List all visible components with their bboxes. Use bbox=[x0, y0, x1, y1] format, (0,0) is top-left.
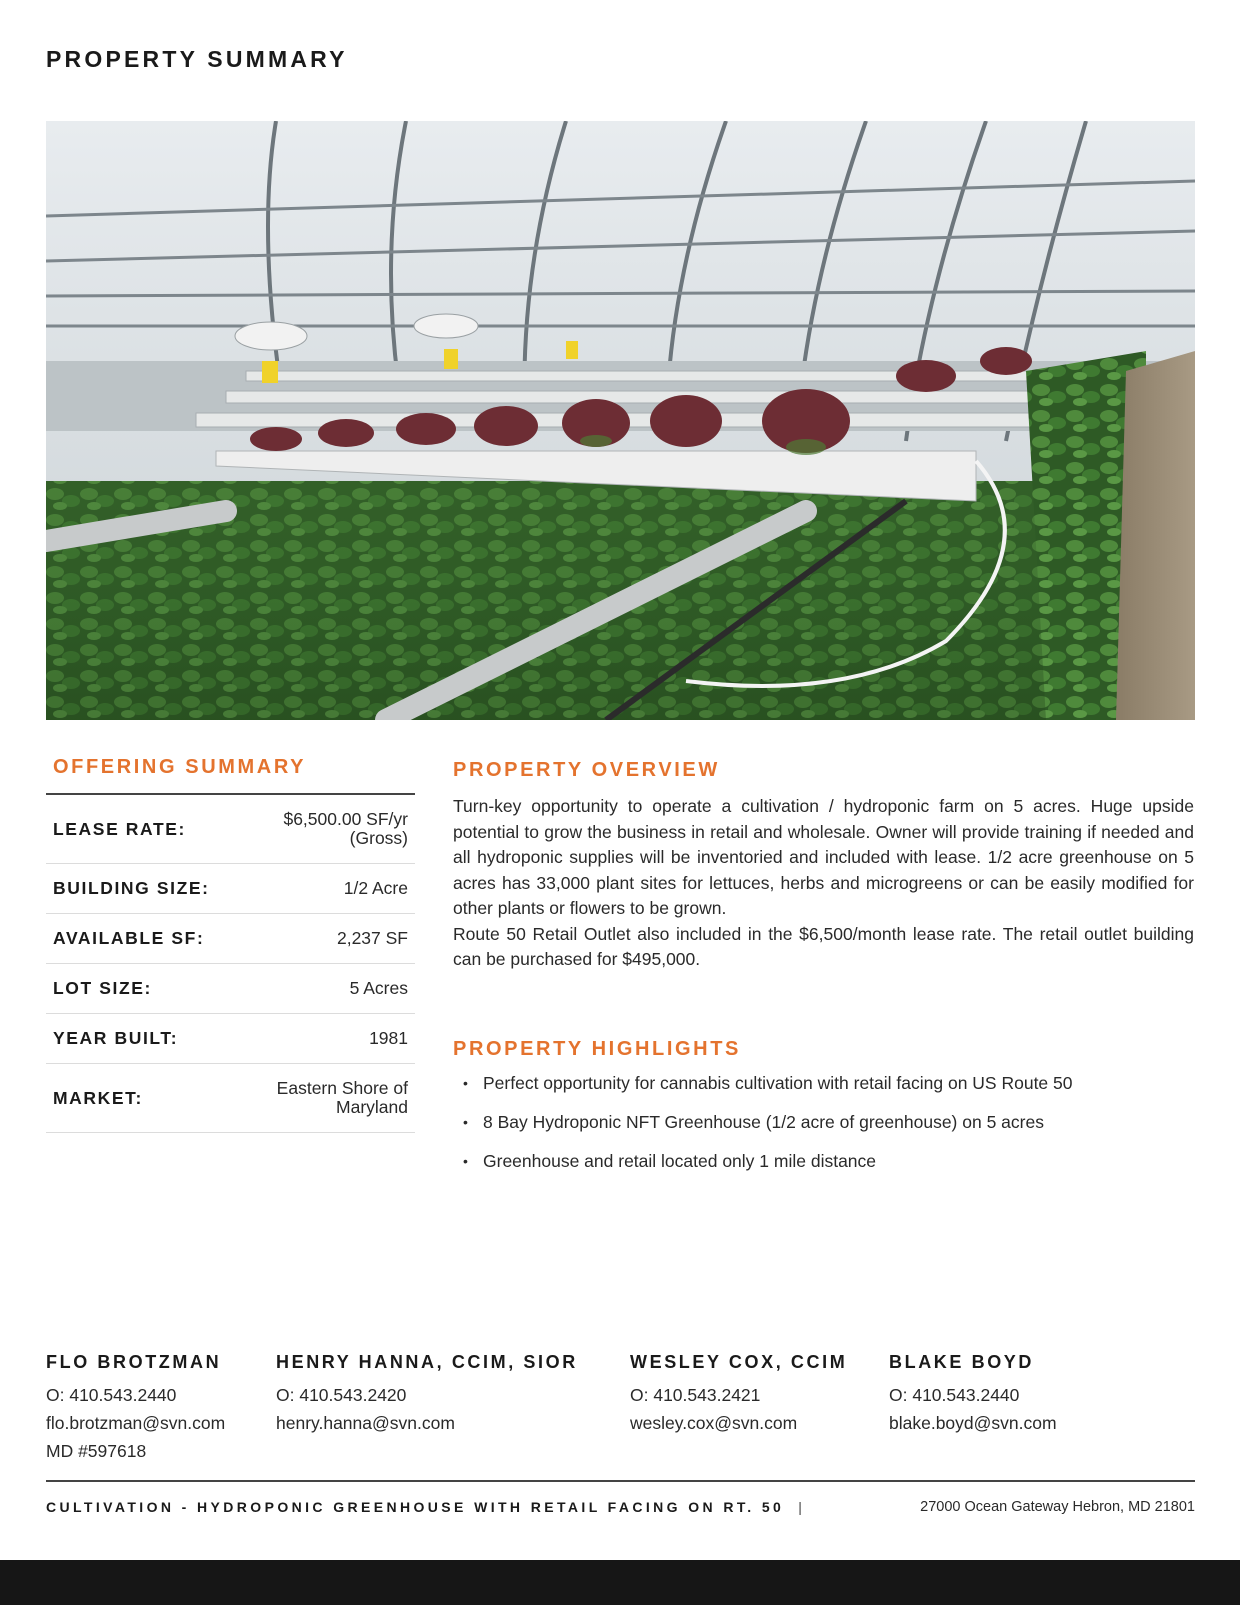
offer-label: YEAR BUILT: bbox=[53, 1028, 179, 1048]
offer-value-line: (Gross) bbox=[349, 828, 408, 848]
offer-row-available-sf bbox=[46, 914, 415, 964]
list-item bbox=[453, 1110, 1213, 1149]
contact-flo-brotzman bbox=[46, 1352, 225, 1465]
contact-phone[interactable]: O: 410.543.2420 bbox=[276, 1385, 407, 1405]
list-item bbox=[453, 1149, 1213, 1188]
overview-paragraph: Route 50 Retail Outlet also included in the $6,500/month lease rate. The retail outlet building can be purchased for $495,000. bbox=[453, 923, 1194, 969]
property-highlights-heading: PROPERTY HIGHLIGHTS bbox=[453, 1038, 741, 1060]
highlight-text: 8 Bay Hydroponic NFT Greenhouse (1/2 acre of greenhouse) on 5 acres bbox=[483, 1112, 1044, 1132]
bullet-icon: • bbox=[463, 1153, 468, 1169]
offer-value-line: Maryland bbox=[336, 1097, 408, 1117]
footer-separator: | bbox=[798, 1499, 802, 1515]
property-overview-heading: PROPERTY OVERVIEW bbox=[453, 759, 720, 781]
list-item bbox=[453, 1071, 1213, 1110]
greenhouse-photo bbox=[46, 121, 1195, 720]
offer-value-line: $6,500.00 SF/yr bbox=[283, 809, 408, 829]
contact-email[interactable]: blake.boyd@svn.com bbox=[889, 1413, 1057, 1433]
footer-divider bbox=[46, 1480, 1195, 1482]
contact-email[interactable]: henry.hanna@svn.com bbox=[276, 1413, 455, 1433]
offer-value-line: Eastern Shore of bbox=[276, 1078, 408, 1098]
contact-wesley-cox bbox=[630, 1352, 847, 1437]
offer-label: LEASE RATE: bbox=[53, 818, 186, 839]
offer-value: 1/2 Acre bbox=[343, 878, 408, 898]
offer-label: AVAILABLE SF: bbox=[53, 928, 205, 948]
offer-row-market bbox=[46, 1064, 415, 1133]
contact-name: FLO BROTZMAN bbox=[46, 1352, 222, 1372]
contact-name: BLAKE BOYD bbox=[889, 1352, 1035, 1372]
offer-value bbox=[283, 810, 408, 848]
contact-email[interactable]: flo.brotzman@svn.com bbox=[46, 1413, 226, 1433]
contact-license: MD #597618 bbox=[46, 1441, 147, 1461]
offer-row-lease-rate bbox=[46, 795, 415, 864]
contact-phone[interactable]: O: 410.543.2440 bbox=[889, 1385, 1020, 1405]
contact-name: HENRY HANNA, CCIM, SIOR bbox=[276, 1352, 578, 1372]
footer-left bbox=[46, 1499, 816, 1515]
offer-label: MARKET: bbox=[53, 1087, 143, 1108]
contact-name: WESLEY COX, CCIM bbox=[630, 1352, 848, 1372]
offer-label: BUILDING SIZE: bbox=[53, 878, 210, 898]
offering-summary-heading: OFFERING SUMMARY bbox=[53, 756, 307, 778]
contact-blake-boyd bbox=[889, 1352, 1057, 1437]
bullet-icon: • bbox=[463, 1075, 468, 1091]
footer-title: CULTIVATION - HYDROPONIC GREENHOUSE WITH RETAIL FACING ON RT. 50 bbox=[46, 1499, 785, 1515]
offer-row-year-built bbox=[46, 1014, 415, 1064]
page-title: PROPERTY SUMMARY bbox=[46, 46, 348, 72]
offer-value bbox=[277, 1079, 408, 1117]
bullet-icon: • bbox=[463, 1114, 468, 1130]
offer-row-lot-size bbox=[46, 964, 415, 1014]
overview-paragraph: Turn-key opportunity to operate a cultivation / hydroponic farm on 5 acres. Huge upside potential to grow the business in retail and wholesale. Owner will provide training if needed and all hydroponic supplies will be inventoried and included with lease. 1/2 acre greenhouse on 5 acres has 33,000 plant sites for lettuces, herbs and microgreens or can be easily modified for other plants or flowers to be grown. bbox=[453, 796, 1194, 918]
offer-label: LOT SIZE: bbox=[53, 978, 152, 998]
contact-email[interactable]: wesley.cox@svn.com bbox=[630, 1413, 798, 1433]
offer-row-building-size bbox=[46, 864, 415, 914]
footer-address: 27000 Ocean Gateway Hebron, MD 21801 bbox=[920, 1499, 1195, 1515]
footer bbox=[46, 1499, 1195, 1515]
offering-summary-table bbox=[46, 793, 415, 1133]
bottom-bar bbox=[0, 1560, 1240, 1605]
contact-henry-hanna bbox=[276, 1352, 578, 1437]
property-highlights-list bbox=[453, 1071, 1213, 1188]
contact-phone[interactable]: O: 410.543.2421 bbox=[630, 1385, 761, 1405]
highlight-text: Perfect opportunity for cannabis cultivation with retail facing on US Route 50 bbox=[483, 1073, 1073, 1093]
highlight-text: Greenhouse and retail located only 1 mile distance bbox=[483, 1151, 877, 1171]
offer-value: 2,237 SF bbox=[336, 928, 408, 948]
offer-value: 5 Acres bbox=[349, 978, 408, 998]
contact-phone[interactable]: O: 410.543.2440 bbox=[46, 1385, 177, 1405]
property-overview-text bbox=[453, 794, 1194, 973]
offer-value: 1981 bbox=[369, 1028, 408, 1048]
greenhouse-illustration bbox=[46, 121, 1195, 720]
